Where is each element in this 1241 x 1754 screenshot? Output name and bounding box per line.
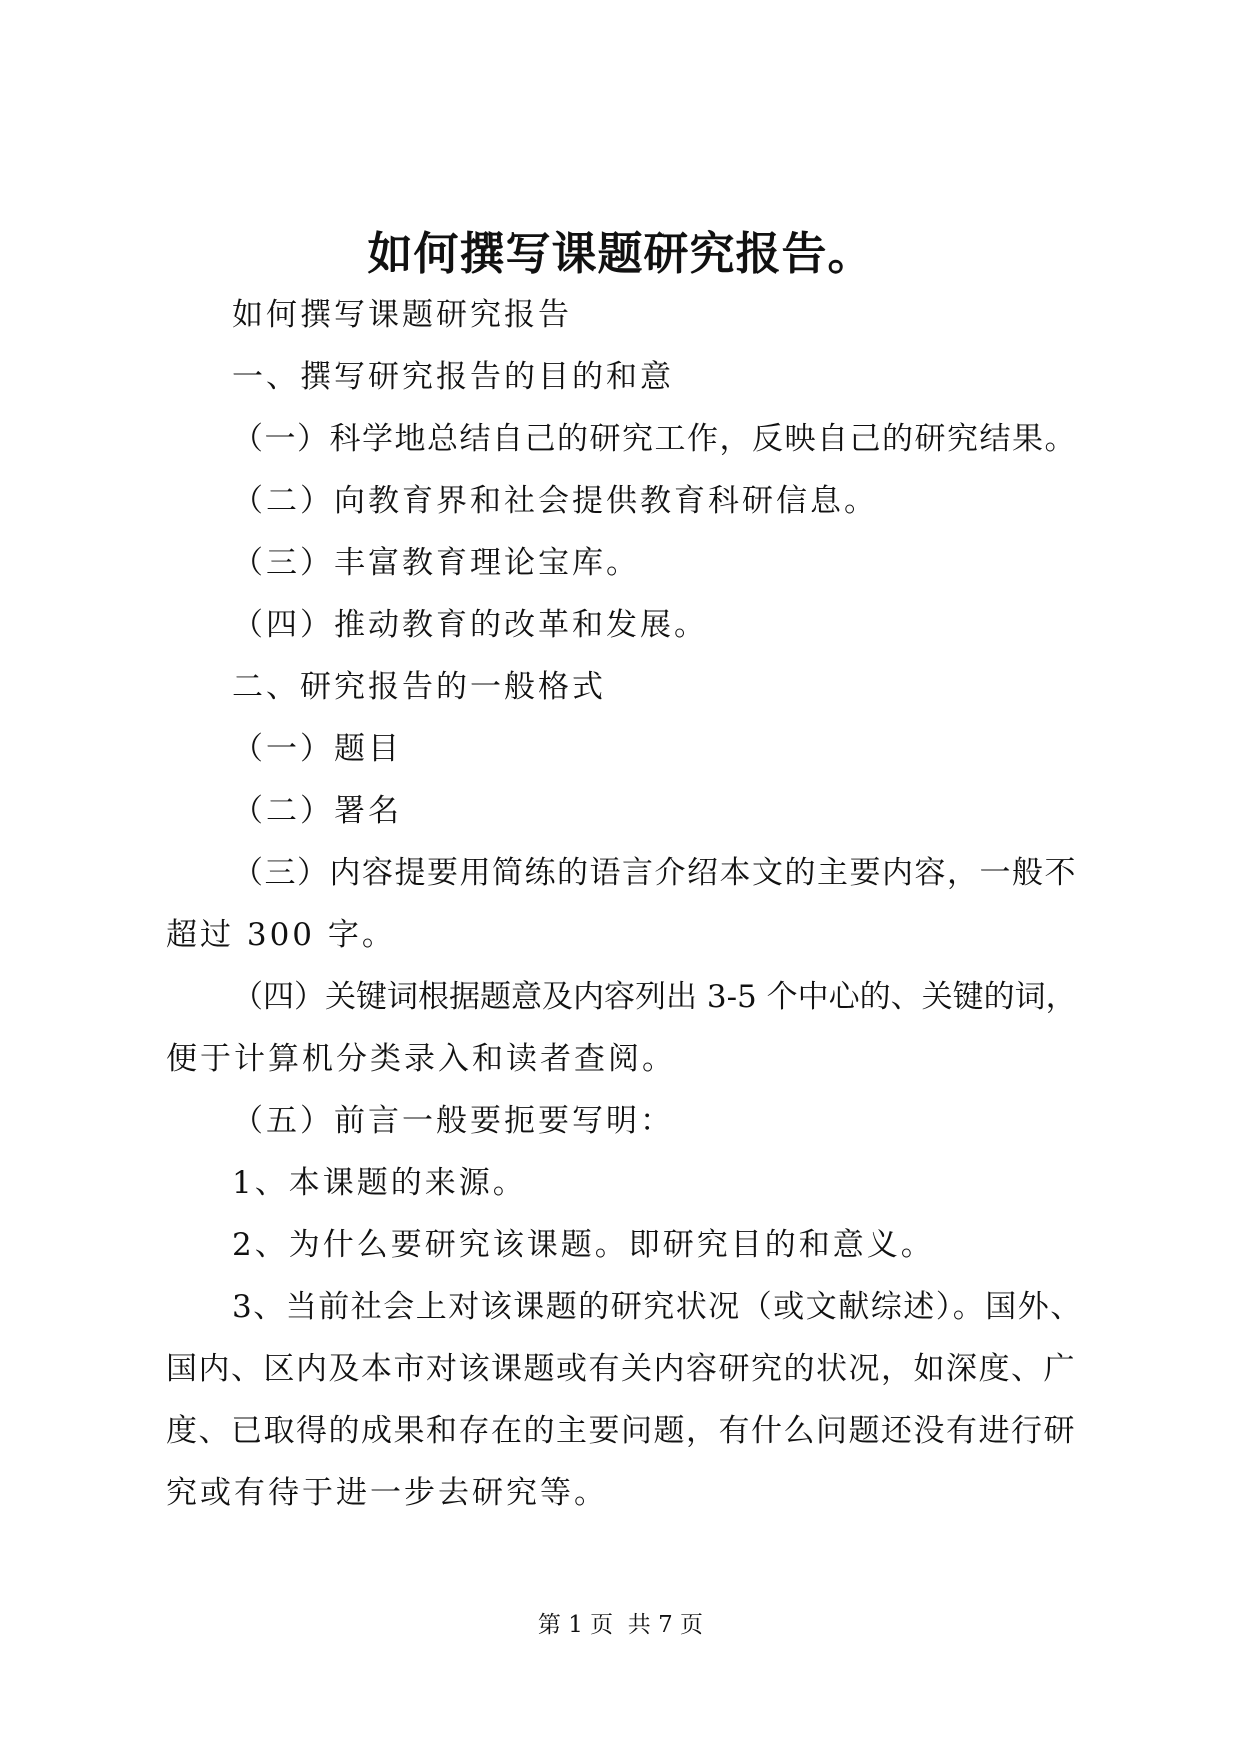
page-number-footer: 第 1 页 共 7 页 <box>537 1612 704 1638</box>
paragraph-line: 度、已取得的成果和存在的主要问题，有什么问题还没有进行研 <box>166 1413 1076 1449</box>
list-item: （三）丰富教育理论宝库。 <box>232 545 640 581</box>
list-item: （二）向教育界和社会提供教育科研信息。 <box>232 483 878 519</box>
paragraph-line: 究或有待于进一步去研究等。 <box>166 1475 608 1511</box>
section-heading: 二、研究报告的一般格式 <box>232 669 606 705</box>
body-line: 如何撰写课题研究报告 <box>232 297 572 333</box>
list-item: （一）科学地总结自己的研究工作，反映自己的研究结果。 <box>232 421 1077 457</box>
list-item: （二）署名 <box>232 793 402 829</box>
paragraph-line: 超过 300 字。 <box>166 917 396 953</box>
list-item: （一）题目 <box>232 731 402 767</box>
paragraph-line: 3、当前社会上对该课题的研究状况（或文献综述）。国外、 <box>232 1289 1083 1325</box>
paragraph-line: （四）关键词根据题意及内容列出 3-5 个中心的、关键的词， <box>232 979 1077 1015</box>
list-item: 2、为什么要研究该课题。即研究目的和意义。 <box>232 1227 935 1263</box>
list-item: （四）推动教育的改革和发展。 <box>232 607 708 643</box>
paragraph-line: 国内、区内及本市对该课题或有关内容研究的状况，如深度、广 <box>166 1351 1076 1387</box>
list-item: 1、本课题的来源。 <box>232 1165 527 1201</box>
document-title: 如何撰写课题研究报告。 <box>367 227 874 280</box>
paragraph-line: （三）内容提要用简练的语言介绍本文的主要内容，一般不 <box>232 855 1077 891</box>
section-heading: 一、撰写研究报告的目的和意 <box>232 359 674 395</box>
paragraph-line: （五）前言一般要扼要写明： <box>232 1103 674 1139</box>
paragraph-line: 便于计算机分类录入和读者查阅。 <box>166 1041 676 1077</box>
